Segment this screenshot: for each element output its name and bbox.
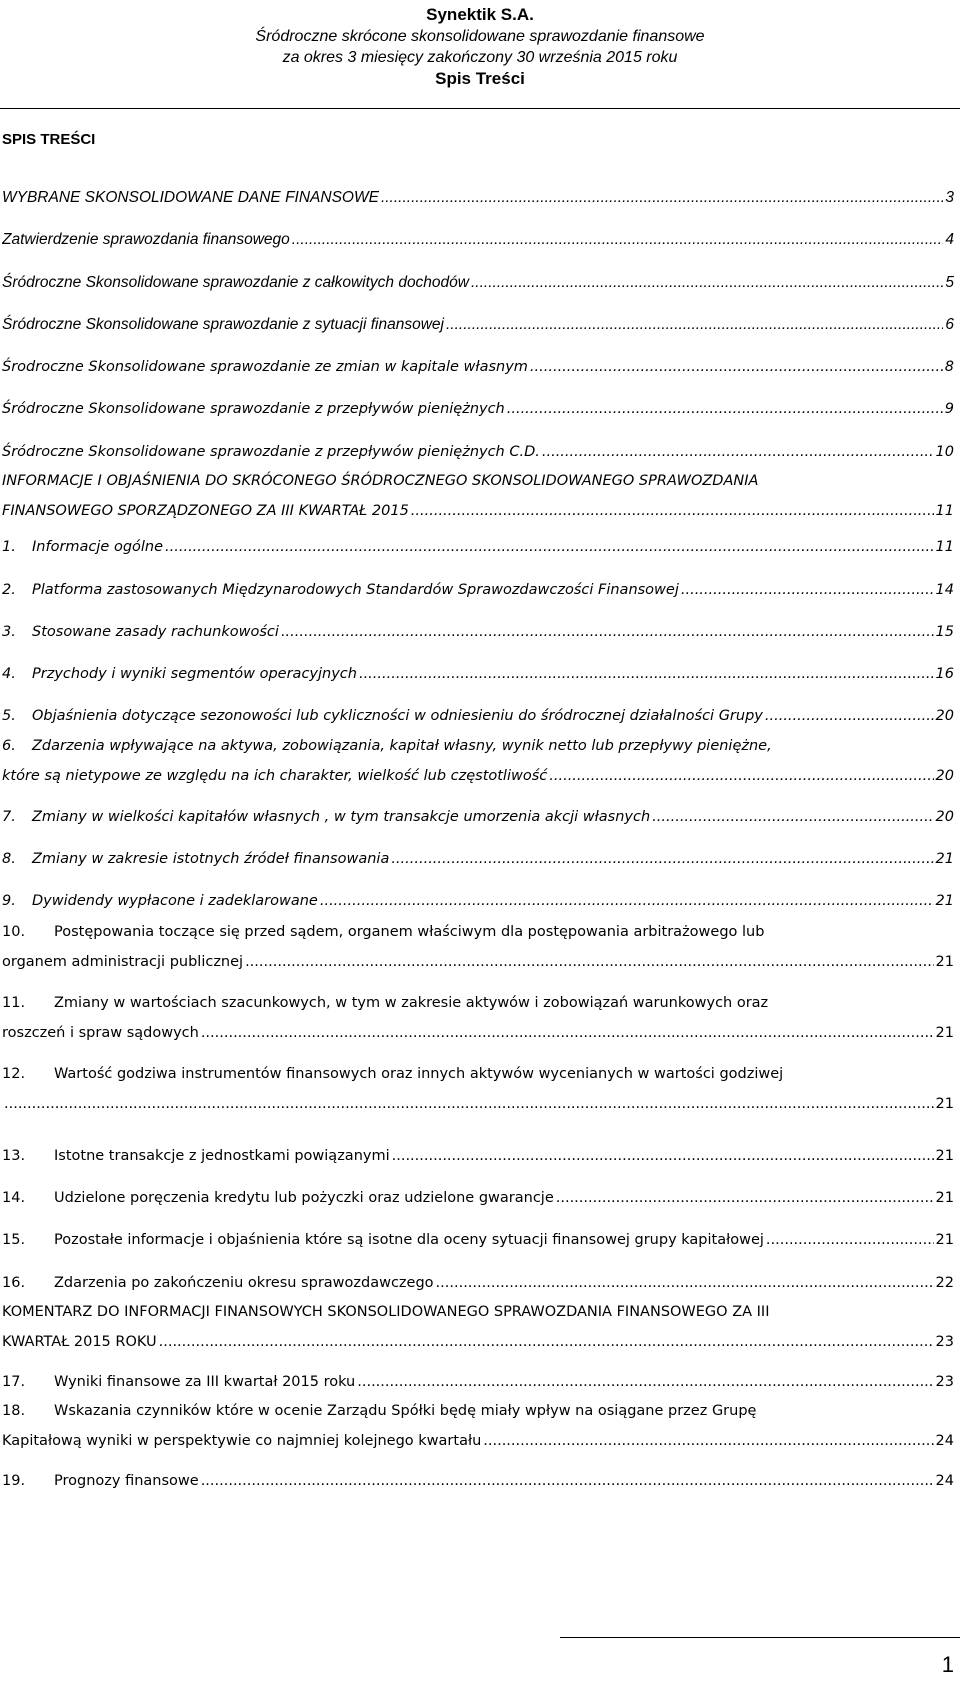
toc-entry-page: 4	[945, 231, 954, 248]
toc-entry-title: WYBRANE SKONSOLIDOWANE DANE FINANSOWE	[2, 189, 379, 206]
toc-entry-3[interactable]	[2, 617, 954, 647]
toc-entry-9[interactable]	[2, 886, 954, 916]
toc-entry-number: 9.	[2, 893, 16, 909]
toc-entry-page: 11	[935, 539, 954, 555]
toc-entry-number: 7.	[2, 809, 16, 825]
toc-entry-number: 1.	[2, 539, 16, 555]
toc-entry-title: Śródroczne Skonsolidowane sprawozdanie z przepływów pieniężnych	[2, 401, 505, 417]
page-number: 1	[941, 1652, 954, 1677]
leader-dots	[542, 437, 934, 467]
toc-entry-number: 11.	[2, 995, 26, 1011]
toc-entry-approval[interactable]	[2, 225, 954, 255]
company-name: Synektik S.A.	[426, 5, 534, 24]
toc-entry-18[interactable]	[2, 1396, 954, 1456]
toc-entry-title: Objaśnienia dotyczące sezonowości lub cykliczności w odniesieniu do śródrocznej działalności Grupy	[32, 708, 763, 724]
toc-entry-title-cont: Kapitałową wyniki w perspektywie co najmniej kolejnego kwartału	[2, 1433, 482, 1449]
leader-dots	[556, 1183, 934, 1213]
leader-dots	[359, 659, 934, 689]
leader-dots	[381, 183, 943, 213]
toc-entry-page: 21	[935, 1232, 954, 1248]
toc-entry-11[interactable]	[2, 988, 954, 1048]
toc-entry-page: 23	[935, 1374, 954, 1390]
leader-dots	[391, 844, 933, 874]
toc-entry-6[interactable]	[2, 731, 954, 791]
section-title: Spis Treści	[435, 69, 525, 88]
toc-entry-title: Zatwierdzenie sprawozdania finansowego	[2, 231, 290, 248]
toc-entry-title: Zmiany w zakresie istotnych źródeł finansowania	[32, 851, 390, 867]
toc-entry-title: Prognozy finansowe	[54, 1473, 199, 1489]
toc-entry-title: Zmiany w wielkości kapitałów własnych , w tym transakcje umorzenia akcji własnych	[32, 809, 651, 825]
toc-entry-page: 24	[935, 1433, 954, 1449]
leader-dots	[357, 1367, 933, 1397]
leader-dots	[201, 1018, 934, 1048]
toc-entry-title: Zdarzenia po zakończeniu okresu sprawozdawczego	[54, 1275, 434, 1291]
toc-entry-page: 14	[935, 582, 954, 598]
toc-entry-equity-changes[interactable]	[2, 352, 954, 382]
leader-dots	[4, 1089, 934, 1119]
toc-entry-title-cont: FINANSOWEGO SPORZĄDZONEGO ZA III KWARTAŁ 2015	[2, 503, 409, 519]
toc-entry-page: 21	[935, 1096, 954, 1112]
toc-entry-page: 23	[935, 1334, 954, 1350]
toc-entry-2[interactable]	[2, 575, 954, 605]
toc-entry-page: 9	[944, 401, 954, 417]
leader-dots	[392, 1141, 934, 1171]
toc-entry-19[interactable]	[2, 1466, 954, 1496]
toc-entry-page: 21	[935, 1190, 954, 1206]
toc-entry-number: 13.	[2, 1148, 26, 1164]
toc-entry-title: Istotne transakcje z jednostkami powiązanymi	[54, 1148, 390, 1164]
toc-entry-selected-data[interactable]	[2, 183, 954, 213]
toc-entry-13[interactable]	[2, 1141, 954, 1171]
leader-dots	[292, 225, 944, 255]
toc-entry-number: 15.	[2, 1232, 26, 1248]
toc-entry-title: Informacje ogólne	[32, 539, 164, 555]
leader-dots	[766, 1225, 934, 1255]
header-divider	[0, 108, 960, 109]
leader-dots	[765, 701, 934, 731]
toc-entry-page: 21	[935, 1148, 954, 1164]
toc-entry-title: Przychody i wyniki segmentów operacyjnych	[32, 666, 357, 682]
toc-entry-title: INFORMACJE I OBJAŚNIENIA DO SKRÓCONEGO ŚRÓDROCZNEGO SKONSOLIDOWANEGO SPRAWOZDANIA	[2, 473, 759, 489]
toc-entry-page: 20	[935, 708, 954, 724]
toc-entry-title-cont: roszczeń i spraw sądowych	[2, 1025, 199, 1041]
leader-dots	[245, 947, 933, 977]
toc-entry-page: 21	[935, 1025, 954, 1041]
toc-entry-1[interactable]	[2, 532, 954, 562]
toc-entry-16[interactable]	[2, 1268, 954, 1298]
leader-dots	[446, 310, 943, 340]
footer-divider	[560, 1637, 960, 1638]
toc-entry-page: 6	[945, 316, 954, 333]
toc-entry-cash-flows-cont[interactable]	[2, 437, 954, 467]
leader-dots	[681, 575, 934, 605]
toc-entry-page: 3	[945, 189, 954, 206]
toc-entry-title: Wskazania czynników które w ocenie Zarządu Spółki będę miały wpływ na osiągane przez Grupę	[54, 1403, 757, 1419]
toc-entry-title-cont: które są nietypowe ze względu na ich charakter, wielkość lub częstotliwość	[2, 768, 548, 784]
toc-entry-page: 21	[935, 851, 954, 867]
leader-dots	[159, 1327, 934, 1357]
toc-entry-number: 14.	[2, 1190, 26, 1206]
toc-entry-number: 2.	[2, 582, 16, 598]
leader-dots	[320, 886, 934, 916]
toc-entry-number: 4.	[2, 666, 16, 682]
leader-dots	[530, 352, 943, 382]
page-header	[0, 0, 960, 90]
toc-entry-title: Platforma zastosowanych Międzynarodowych Standardów Sprawozdawczości Finansowej	[32, 582, 679, 598]
toc-entry-number: 17.	[2, 1374, 26, 1390]
toc-entry-title: Udzielone poręczenia kredytu lub pożyczki oraz udzielone gwarancje	[54, 1190, 554, 1206]
toc-entry-title: Wyniki finansowe za III kwartał 2015 roku	[54, 1374, 356, 1390]
toc-entry-number: 8.	[2, 851, 16, 867]
toc-entry-page: 24	[935, 1473, 954, 1489]
leader-dots	[201, 1466, 934, 1496]
toc-entry-17[interactable]	[2, 1367, 954, 1397]
toc-entry-title: Wartość godziwa instrumentów finansowych oraz innych aktywów wycenianych w wartości godziwej	[54, 1066, 784, 1082]
toc-entry-title: Dywidendy wypłacone i zadeklarowane	[32, 893, 318, 909]
report-period: za okres 3 miesięcy zakończony 30 września 2015 roku	[282, 49, 678, 66]
toc-entry-title: Postępowania toczące się przed sądem, organem właściwym dla postępowania arbitrażowego lub	[54, 924, 765, 940]
toc-entry-number: 12.	[2, 1066, 26, 1082]
toc-entry-page: 11	[935, 503, 954, 519]
report-title: Śródroczne skrócone skonsolidowane sprawozdanie finansowe	[255, 28, 705, 45]
toc-entry-page: 20	[935, 768, 954, 784]
toc-entry-title: Zdarzenia wpływające na aktywa, zobowiązania, kapitał własny, wynik netto lub przepływy pieniężne,	[32, 738, 772, 754]
toc-entry-title-cont: KWARTAŁ 2015 ROKU	[2, 1334, 157, 1350]
toc-entry-title: Śródroczne Skonsolidowane sprawozdanie z sytuacji finansowej	[2, 316, 444, 333]
toc-entry-title: Śródroczne Skonsolidowane sprawozdanie z przepływów pieniężnych C.D.	[2, 444, 540, 460]
toc-entry-10[interactable]	[2, 917, 954, 977]
toc-entry-title: Pozostałe informacje i objaśnienia które są isotne dla oceny sytuacji finansowej grupy kapitałowej	[54, 1232, 764, 1248]
leader-dots	[471, 268, 943, 298]
toc-entry-comprehensive-income[interactable]	[2, 268, 954, 298]
toc-entry-financial-position[interactable]	[2, 310, 954, 340]
toc-entry-number: 10.	[2, 924, 26, 940]
toc-entry-5[interactable]	[2, 701, 954, 731]
leader-dots	[507, 394, 943, 424]
toc-entry-page: 5	[945, 274, 954, 291]
toc-entry-page: 10	[935, 444, 954, 460]
leader-dots	[483, 1426, 933, 1456]
toc-entry-cash-flows[interactable]	[2, 394, 954, 424]
toc-entry-number: 5.	[2, 708, 16, 724]
toc-entry-4[interactable]	[2, 659, 954, 689]
toc-entry-7[interactable]	[2, 802, 954, 832]
toc-entry-title-cont: organem administracji publicznej	[2, 954, 244, 970]
leader-dots	[411, 496, 934, 526]
toc-entry-page: 16	[935, 666, 954, 682]
toc-entry-title: KOMENTARZ DO INFORMACJI FINANSOWYCH SKONSOLIDOWANEGO SPRAWOZDANIA FINANSOWEGO ZA III	[2, 1304, 770, 1320]
toc-entry-notes[interactable]	[2, 466, 954, 526]
leader-dots	[165, 532, 934, 562]
toc-entry-number: 3.	[2, 624, 16, 640]
toc-entry-page: 21	[935, 954, 954, 970]
toc-entry-number: 6.	[2, 738, 16, 754]
leader-dots	[281, 617, 934, 647]
toc-entry-title: Stosowane zasady rachunkowości	[32, 624, 279, 640]
toc-entry-title: Zmiany w wartościach szacunkowych, w tym w zakresie aktywów i zobowiązań warunkowych oraz	[54, 995, 769, 1011]
toc-entry-12[interactable]	[2, 1059, 954, 1119]
toc-entry-page: 22	[935, 1275, 954, 1291]
leader-dots	[652, 802, 933, 832]
toc-entry-page: 8	[944, 359, 954, 375]
toc-entry-commentary[interactable]	[2, 1297, 954, 1357]
toc-entry-15[interactable]	[2, 1225, 954, 1255]
toc-entry-number: 16.	[2, 1275, 26, 1291]
toc-entry-14[interactable]	[2, 1183, 954, 1213]
toc-entry-number: 19.	[2, 1473, 26, 1489]
toc-entry-8[interactable]	[2, 844, 954, 874]
toc-entry-title: Śródroczne Skonsolidowane sprawozdanie z całkowitych dochodów	[2, 274, 469, 291]
toc-entry-page: 15	[935, 624, 954, 640]
toc-entry-page: 21	[935, 893, 954, 909]
toc-entry-title: Środroczne Skonsolidowane sprawozdanie ze zmian w kapitale własnym	[2, 359, 528, 375]
toc-heading: SPIS TREŚCI	[2, 131, 96, 148]
leader-dots	[436, 1268, 934, 1298]
leader-dots	[549, 761, 933, 791]
toc-entry-page: 20	[935, 809, 954, 825]
toc-entry-number: 18.	[2, 1403, 26, 1419]
